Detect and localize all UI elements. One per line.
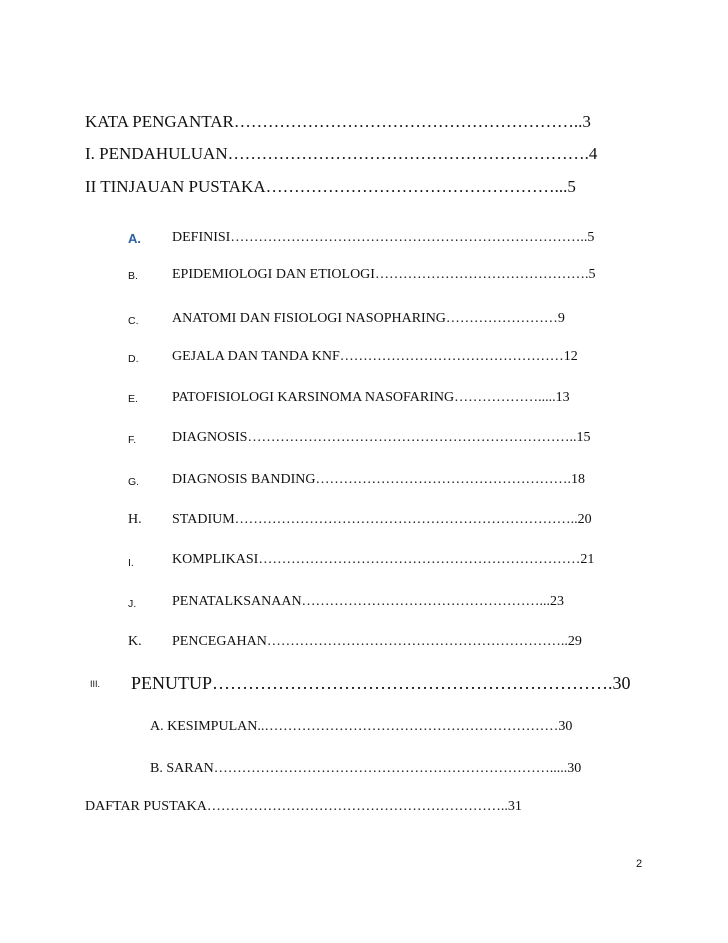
toc-subsection-letter: I. <box>128 557 134 569</box>
toc-kesimpulan: A. KESIMPULAN..………………………………………………………30 <box>150 719 573 734</box>
toc-subsection-letter: C. <box>128 315 139 327</box>
toc-subsection-text: PENCEGAHAN………………………………………………………..29 <box>172 634 582 649</box>
toc-subsection-letter: J. <box>128 598 137 610</box>
toc-pendahuluan: I. PENDAHULUAN……………………………………………………….4 <box>85 144 598 163</box>
toc-subsection-letter: B. <box>128 270 138 282</box>
toc-subsection-letter: H. <box>128 512 142 527</box>
toc-subsection-text: STADIUM………………………………………………………………..20 <box>172 512 592 527</box>
toc-daftar-pustaka: DAFTAR PUSTAKA………………………………………………………..31 <box>85 799 522 814</box>
toc-tinjauan-pustaka: II TINJAUAN PUSTAKA……………………………………………...5 <box>85 177 576 196</box>
toc-saran: B. SARAN……………………………………………………………….....30 <box>150 761 582 776</box>
toc-subsection-letter: A. <box>128 231 141 246</box>
toc-kata-pengantar: KATA PENGANTAR……………………………………………………..3 <box>85 112 591 131</box>
toc-subsection-letter: F. <box>128 434 137 446</box>
toc-subsection-text: PATOFISIOLOGI KARSINOMA NASOFARING……………….....13 <box>172 390 570 405</box>
toc-subsection-letter: K. <box>128 634 142 649</box>
toc-subsection-letter: D. <box>128 353 139 365</box>
toc-subsection-text: GEJALA DAN TANDA KNF…………………………………………12 <box>172 349 578 364</box>
toc-subsection-text: ANATOMI DAN FISIOLOGI NASOPHARING……………………9 <box>172 311 565 326</box>
toc-subsection-text: KOMPLIKASI……………………………………………………………21 <box>172 552 595 567</box>
toc-subsection-text: DIAGNOSIS BANDING……………………………………………….18 <box>172 472 585 487</box>
page-number: 2 <box>636 858 643 870</box>
toc-subsection-text: EPIDEMIOLOGI DAN ETIOLOGI……………………………………….5 <box>172 267 596 282</box>
toc-penutup-number: III. <box>90 679 101 689</box>
toc-subsection-text: PENATALKSANAAN……………………………………………...23 <box>172 594 565 609</box>
toc-subsection-letter: E. <box>128 393 138 405</box>
toc-subsection-text: DEFINISI…………………………………………………………………..5 <box>172 230 595 245</box>
toc-subsection-text: DIAGNOSIS……………………………………………………………..15 <box>172 430 591 445</box>
toc-penutup: PENUTUP………………………………………………………….30 <box>131 673 631 693</box>
toc-subsection-letter: G. <box>128 476 140 488</box>
